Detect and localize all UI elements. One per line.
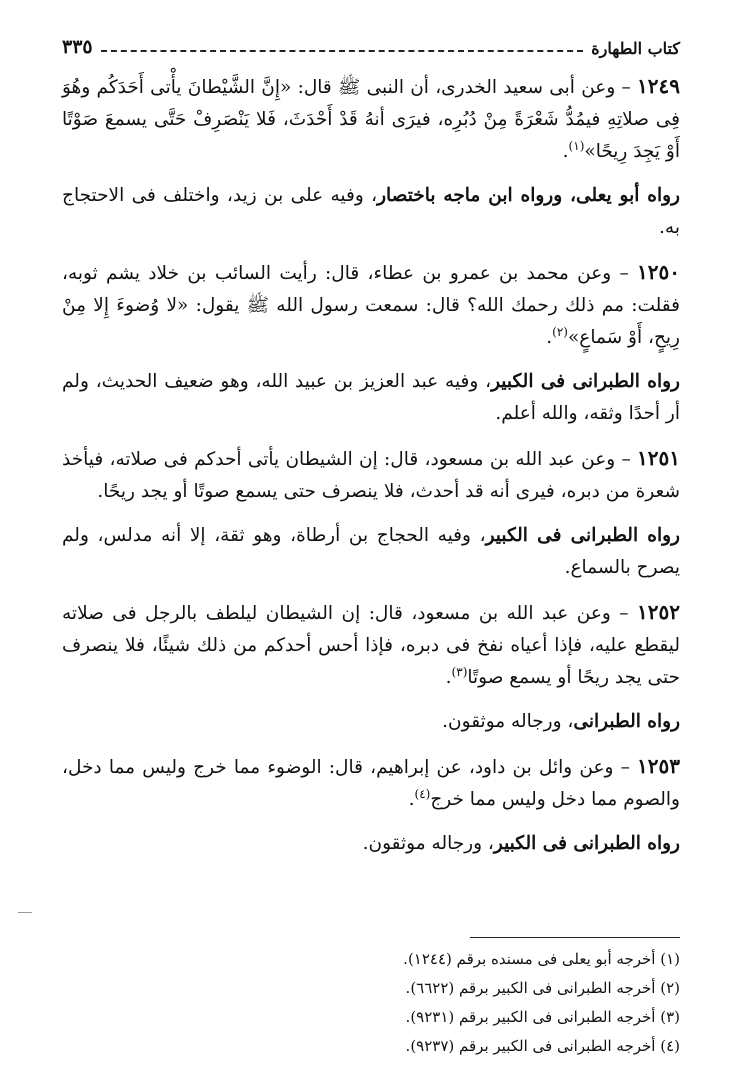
- margin-mark: [18, 912, 32, 913]
- hadith-text: – وعن عبد الله بن مسعود، قال: إن الشيطان يأتى أحدكم فى صلاته، فيأخذ شعرة من دبره، فيرى أنه قد أحدث، فلا ينصرف حتى يسمع صوتًا أو يجد ريحًا.: [62, 449, 680, 502]
- hadith-entry: ١٢٥٣ – وعن وائل بن داود، عن إبراهيم، قال: الوضوء مما خرج وليس مما دخل، والصوم مما دخل وليس مما خرج$^{(٤)}$.: [62, 754, 680, 810]
- source-commentary: ، ورجاله موثقون.: [442, 711, 574, 732]
- hadith-entry: [62, 442, 680, 508]
- footnote-marker: (١): [568, 138, 585, 153]
- hadith-text: – وعن أبى سعيد الخدرى، أن النبى ﷺ قال: «إِنَّ الشَّيْطانَ يأْتى أَحَدَكُم وهُوَ فِى صلاتِهِ فيمُدُّ شَعْرَةً مِنْ دُبُرِه، فيرَى أنهُ قَدْ أَحْدَثَ، فَلا يَنْصَرِفْ حَتَّى يسمعَ صَوْتًا أَوْ يَجِدَ رِيحًا»: [62, 77, 680, 162]
- hadith-number: ١٢٥٠: [637, 260, 680, 284]
- running-header: [62, 30, 680, 58]
- source-citation: رواه أبو يعلى، ورواه ابن ماجه باختصار: [377, 185, 680, 206]
- hadith-text: – وعن محمد بن عمرو بن عطاء، قال: رأيت السائب بن خلاد يشم ثوبه، فقلت: مم ذلك رحمك الله؟ قال: سمعت رسول الله ﷺ يقول: «لا وُضوءَ إِلا مِنْ رِيحٍ، أَوْ سَماعٍ»: [62, 263, 680, 348]
- chapter-title: كتاب الطهارة: [591, 39, 680, 58]
- footnotes: [62, 945, 680, 1061]
- footnote-marker: (٤): [414, 786, 431, 801]
- header-dashed-rule: [101, 50, 584, 52]
- source-citation: رواه الطبرانى: [573, 711, 680, 732]
- source-citation: رواه الطبرانى فى الكبير: [493, 833, 680, 854]
- hadith-entry: ١٢٥٠ – وعن محمد بن عمرو بن عطاء، قال: رأيت السائب بن خلاد يشم ثوبه، فقلت: مم ذلك رحمك الله؟ قال: سمعت رسول الله ﷺ يقول: «لا وُضوءَ إِلا مِنْ رِيحٍ، أَوْ سَماعٍ»$^{(٢)}$.: [62, 260, 680, 348]
- hadith-source: [62, 366, 680, 430]
- source-commentary: ، ورجاله موثقون.: [362, 833, 494, 854]
- footnote-3: (٣) أخرجه الطبرانى فى الكبير برقم (٩٢٣١).: [405, 1008, 680, 1026]
- hadith-text: – وعن وائل بن داود، عن إبراهيم، قال: الوضوء مما خرج وليس مما دخل، والصوم مما دخل وليس مما خرج: [62, 757, 680, 810]
- hadith-entry: ١٢٤٩ – وعن أبى سعيد الخدرى، أن النبى ﷺ قال: «إِنَّ الشَّيْطانَ يأْتى أَحَدَكُم وهُوَ فِى صلاتِهِ فيمُدُّ شَعْرَةً مِنْ دُبُرِه، فيرَى أنهُ قَدْ أَحْدَثَ، فَلا يَنْصَرِفْ حَتَّى يسمعَ صَوْتًا أَوْ يَجِدَ رِيحًا»$^{(١)}$.: [62, 74, 680, 162]
- hadith-number: ١٢٥٣: [637, 754, 680, 778]
- footnote-marker: (٣): [451, 664, 468, 679]
- source-commentary: ، وفيه عبد العزيز بن عبيد الله، وهو ضعيف الحديث، ولم أر أحدًا وثقه، والله أعلم.: [62, 371, 680, 424]
- footnote-2: (٢) أخرجه الطبرانى فى الكبير برقم (٦٦٢٢).: [405, 979, 680, 997]
- source-citation: رواه الطبرانى فى الكبير: [485, 525, 680, 546]
- hadith-source: [62, 180, 680, 244]
- hadith-number: ١٢٤٩: [637, 74, 680, 98]
- hadith-text: – وعن عبد الله بن مسعود، قال: إن الشيطان ليلطف بالرجل فى صلاته ليقطع عليه، فإذا أعياه نفخ فى دبره، فإذا أحس أحدكم من ذلك شيئًا، فلا ينصرف حتى يجد ريحًا أو يسمع صوتًا: [62, 603, 680, 688]
- hadith-source: [62, 828, 680, 860]
- source-citation: رواه الطبرانى فى الكبير: [491, 371, 680, 392]
- footnote-1: (١) أخرجه أبو يعلى فى مسنده برقم (١٢٤٤).: [403, 950, 680, 968]
- hadith-source: [62, 706, 680, 738]
- footnote-marker: (٢): [552, 324, 568, 339]
- source-commentary: ، وفيه الحجاج بن أرطاة، وهو ثقة، إلا أنه مدلس، ولم يصرح بالسماع.: [62, 525, 680, 578]
- hadith-number: ١٢٥٢: [637, 600, 680, 624]
- footnote-4: (٤) أخرجه الطبرانى فى الكبير برقم (٩٢٣٧).: [405, 1037, 680, 1055]
- footnote-separator: [470, 937, 680, 938]
- main-text: [62, 70, 680, 872]
- hadith-entry: ١٢٥٢ – وعن عبد الله بن مسعود، قال: إن الشيطان ليلطف بالرجل فى صلاته ليقطع عليه، فإذا أعياه نفخ فى دبره، فإذا أحس أحدكم من ذلك شيئًا، فلا ينصرف حتى يجد ريحًا أو يسمع صوتًا$^{(٣)}$.: [62, 600, 680, 688]
- source-commentary: ، وفيه على بن زيد، واختلف فى الاحتجاج به.: [62, 185, 680, 238]
- page-number: ٣٣٥: [62, 36, 93, 58]
- hadith-number: ١٢٥١: [637, 446, 680, 470]
- hadith-source: [62, 520, 680, 584]
